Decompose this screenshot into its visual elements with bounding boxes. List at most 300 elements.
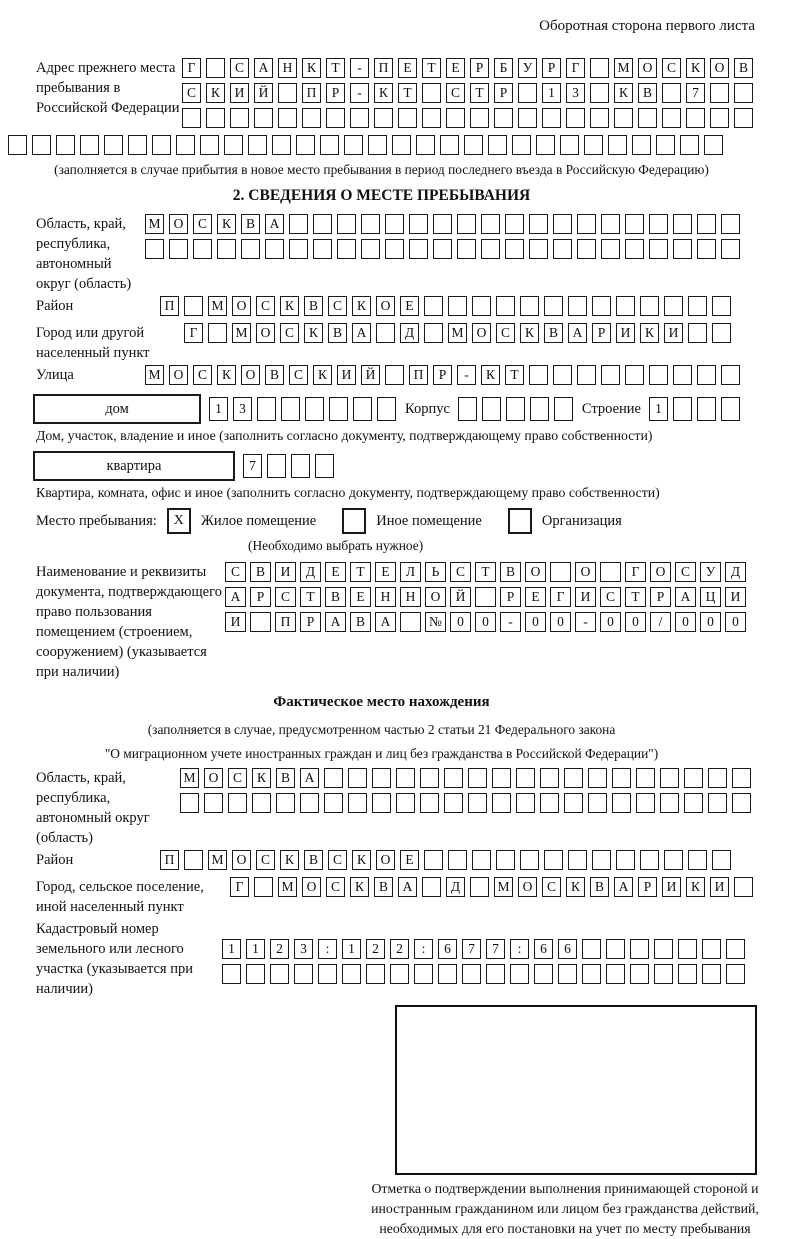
char-cell[interactable]	[313, 239, 332, 259]
char-cell[interactable]	[440, 135, 459, 155]
char-cell[interactable]: В	[590, 877, 609, 897]
char-cell[interactable]: К	[217, 214, 236, 234]
char-cell[interactable]: Т	[470, 83, 489, 103]
char-cell[interactable]	[588, 793, 607, 813]
char-cell[interactable]	[104, 135, 123, 155]
char-cell[interactable]	[636, 768, 655, 788]
char-cell[interactable]	[632, 135, 651, 155]
char-cell[interactable]	[732, 793, 751, 813]
char-cell[interactable]	[588, 768, 607, 788]
char-cell[interactable]: -	[350, 58, 369, 78]
char-cell[interactable]: К	[614, 83, 633, 103]
char-cell[interactable]: 0	[450, 612, 471, 632]
char-cell[interactable]: 1	[342, 939, 361, 959]
char-cell[interactable]	[608, 135, 627, 155]
char-cell[interactable]	[348, 768, 367, 788]
char-cell[interactable]	[649, 365, 668, 385]
char-cell[interactable]: 1	[542, 83, 561, 103]
char-cell[interactable]: О	[710, 58, 729, 78]
char-cell[interactable]: О	[204, 768, 223, 788]
char-cell[interactable]	[217, 239, 236, 259]
char-cell[interactable]	[377, 397, 396, 421]
char-cell[interactable]	[734, 83, 753, 103]
char-cell[interactable]	[564, 793, 583, 813]
char-cell[interactable]	[470, 108, 489, 128]
char-cell[interactable]: Ц	[700, 587, 721, 607]
char-cell[interactable]	[300, 793, 319, 813]
char-cell[interactable]	[448, 296, 467, 316]
char-cell[interactable]: А	[225, 587, 246, 607]
char-cell[interactable]	[424, 323, 443, 343]
char-cell[interactable]	[601, 365, 620, 385]
char-cell[interactable]	[512, 135, 531, 155]
char-cell[interactable]	[246, 964, 265, 984]
char-cell[interactable]	[606, 964, 625, 984]
char-cell[interactable]	[337, 239, 356, 259]
char-cell[interactable]	[590, 83, 609, 103]
char-cell[interactable]: О	[575, 562, 596, 582]
char-cell[interactable]	[577, 214, 596, 234]
char-cell[interactable]: К	[352, 296, 371, 316]
char-cell[interactable]	[712, 850, 731, 870]
char-cell[interactable]	[486, 964, 505, 984]
char-cell[interactable]	[448, 850, 467, 870]
char-cell[interactable]: С	[228, 768, 247, 788]
char-cell[interactable]	[475, 587, 496, 607]
char-cell[interactable]	[584, 135, 603, 155]
char-cell[interactable]: К	[640, 323, 659, 343]
char-cell[interactable]: В	[265, 365, 284, 385]
char-cell[interactable]	[564, 768, 583, 788]
char-cell[interactable]: Е	[325, 562, 346, 582]
char-cell[interactable]	[636, 793, 655, 813]
char-cell[interactable]	[530, 397, 549, 421]
char-cell[interactable]	[200, 135, 219, 155]
char-cell[interactable]: 0	[525, 612, 546, 632]
char-cell[interactable]	[145, 239, 164, 259]
char-cell[interactable]	[710, 83, 729, 103]
char-cell[interactable]	[568, 296, 587, 316]
char-cell[interactable]	[361, 239, 380, 259]
char-cell[interactable]: М	[448, 323, 467, 343]
char-cell[interactable]: В	[638, 83, 657, 103]
char-cell[interactable]	[712, 296, 731, 316]
char-cell[interactable]	[544, 850, 563, 870]
char-cell[interactable]	[396, 793, 415, 813]
char-cell[interactable]	[616, 850, 635, 870]
char-cell[interactable]	[472, 850, 491, 870]
char-cell[interactable]	[529, 365, 548, 385]
char-cell[interactable]: И	[725, 587, 746, 607]
char-cell[interactable]	[721, 239, 740, 259]
char-cell[interactable]	[577, 239, 596, 259]
char-cell[interactable]: С	[193, 214, 212, 234]
char-cell[interactable]: А	[398, 877, 417, 897]
char-cell[interactable]	[344, 135, 363, 155]
char-cell[interactable]	[662, 83, 681, 103]
char-cell[interactable]	[516, 793, 535, 813]
char-cell[interactable]	[697, 239, 716, 259]
char-cell[interactable]: Р	[470, 58, 489, 78]
char-cell[interactable]	[422, 108, 441, 128]
char-cell[interactable]	[734, 108, 753, 128]
char-cell[interactable]: К	[313, 365, 332, 385]
char-cell[interactable]	[540, 793, 559, 813]
char-cell[interactable]	[506, 397, 525, 421]
char-cell[interactable]	[278, 83, 297, 103]
char-cell[interactable]	[254, 108, 273, 128]
char-cell[interactable]	[374, 108, 393, 128]
char-cell[interactable]	[250, 612, 271, 632]
char-cell[interactable]	[606, 939, 625, 959]
char-cell[interactable]	[640, 296, 659, 316]
char-cell[interactable]	[496, 296, 515, 316]
char-cell[interactable]: Т	[422, 58, 441, 78]
char-cell[interactable]: В	[304, 296, 323, 316]
char-cell[interactable]	[638, 108, 657, 128]
char-cell[interactable]: П	[374, 58, 393, 78]
char-cell[interactable]	[193, 239, 212, 259]
char-cell[interactable]	[660, 768, 679, 788]
char-cell[interactable]: А	[265, 214, 284, 234]
char-cell[interactable]	[649, 214, 668, 234]
char-cell[interactable]: :	[510, 939, 529, 959]
char-cell[interactable]: Е	[398, 58, 417, 78]
char-cell[interactable]: С	[275, 587, 296, 607]
char-cell[interactable]	[56, 135, 75, 155]
char-cell[interactable]: К	[302, 58, 321, 78]
char-cell[interactable]: Р	[494, 83, 513, 103]
char-cell[interactable]	[241, 239, 260, 259]
char-cell[interactable]: 7	[486, 939, 505, 959]
char-cell[interactable]	[372, 768, 391, 788]
char-cell[interactable]	[224, 135, 243, 155]
char-cell[interactable]	[433, 239, 452, 259]
char-cell[interactable]	[550, 562, 571, 582]
char-cell[interactable]: О	[472, 323, 491, 343]
char-cell[interactable]: Р	[250, 587, 271, 607]
char-cell[interactable]: 2	[366, 939, 385, 959]
char-cell[interactable]	[630, 939, 649, 959]
char-cell[interactable]: -	[457, 365, 476, 385]
char-cell[interactable]: Н	[400, 587, 421, 607]
char-cell[interactable]: О	[376, 850, 395, 870]
char-cell[interactable]	[353, 397, 372, 421]
char-cell[interactable]	[398, 108, 417, 128]
char-cell[interactable]	[590, 58, 609, 78]
char-cell[interactable]: С	[496, 323, 515, 343]
char-cell[interactable]: С	[600, 587, 621, 607]
char-cell[interactable]	[704, 135, 723, 155]
char-cell[interactable]	[708, 793, 727, 813]
char-cell[interactable]: С	[182, 83, 201, 103]
char-cell[interactable]: 1	[246, 939, 265, 959]
char-cell[interactable]	[409, 214, 428, 234]
char-cell[interactable]	[416, 135, 435, 155]
char-cell[interactable]	[614, 108, 633, 128]
char-cell[interactable]	[272, 135, 291, 155]
char-cell[interactable]: Е	[525, 587, 546, 607]
char-cell[interactable]: О	[169, 214, 188, 234]
char-cell[interactable]: Т	[398, 83, 417, 103]
char-cell[interactable]	[680, 135, 699, 155]
char-cell[interactable]: 7	[462, 939, 481, 959]
char-cell[interactable]	[721, 397, 740, 421]
checkbox-inoe[interactable]	[342, 508, 366, 534]
char-cell[interactable]: -	[500, 612, 521, 632]
char-cell[interactable]	[553, 239, 572, 259]
char-cell[interactable]: В	[544, 323, 563, 343]
char-cell[interactable]	[385, 214, 404, 234]
char-cell[interactable]	[592, 850, 611, 870]
char-cell[interactable]	[368, 135, 387, 155]
char-cell[interactable]: К	[686, 58, 705, 78]
char-cell[interactable]: Д	[725, 562, 746, 582]
char-cell[interactable]: 7	[243, 454, 262, 478]
char-cell[interactable]	[721, 365, 740, 385]
char-cell[interactable]: А	[352, 323, 371, 343]
char-cell[interactable]: И	[225, 612, 246, 632]
char-cell[interactable]: 3	[233, 397, 252, 421]
char-cell[interactable]	[710, 108, 729, 128]
char-cell[interactable]: Р	[433, 365, 452, 385]
char-cell[interactable]: П	[302, 83, 321, 103]
char-cell[interactable]: И	[616, 323, 635, 343]
char-cell[interactable]: М	[208, 296, 227, 316]
char-cell[interactable]	[80, 135, 99, 155]
char-cell[interactable]: У	[700, 562, 721, 582]
char-cell[interactable]	[518, 83, 537, 103]
checkbox-zhiloe[interactable]: X	[167, 508, 191, 534]
char-cell[interactable]: В	[276, 768, 295, 788]
char-cell[interactable]	[518, 108, 537, 128]
char-cell[interactable]: М	[145, 365, 164, 385]
char-cell[interactable]	[305, 397, 324, 421]
char-cell[interactable]	[553, 365, 572, 385]
char-cell[interactable]: Ь	[425, 562, 446, 582]
char-cell[interactable]: /	[650, 612, 671, 632]
char-cell[interactable]	[457, 214, 476, 234]
char-cell[interactable]	[616, 296, 635, 316]
char-cell[interactable]	[673, 397, 692, 421]
char-cell[interactable]	[291, 454, 310, 478]
char-cell[interactable]	[385, 365, 404, 385]
char-cell[interactable]	[230, 108, 249, 128]
char-cell[interactable]	[673, 239, 692, 259]
char-cell[interactable]: В	[241, 214, 260, 234]
char-cell[interactable]	[350, 108, 369, 128]
char-cell[interactable]: С	[256, 296, 275, 316]
char-cell[interactable]: 0	[725, 612, 746, 632]
char-cell[interactable]	[248, 135, 267, 155]
char-cell[interactable]: М	[278, 877, 297, 897]
char-cell[interactable]: Г	[230, 877, 249, 897]
char-cell[interactable]	[492, 768, 511, 788]
char-cell[interactable]	[184, 850, 203, 870]
char-cell[interactable]: 0	[675, 612, 696, 632]
char-cell[interactable]: В	[328, 323, 347, 343]
char-cell[interactable]	[208, 323, 227, 343]
char-cell[interactable]	[640, 850, 659, 870]
char-cell[interactable]	[656, 135, 675, 155]
char-cell[interactable]: К	[374, 83, 393, 103]
char-cell[interactable]: 0	[700, 612, 721, 632]
char-cell[interactable]: К	[686, 877, 705, 897]
char-cell[interactable]: О	[525, 562, 546, 582]
char-cell[interactable]	[697, 397, 716, 421]
char-cell[interactable]	[470, 877, 489, 897]
char-cell[interactable]	[385, 239, 404, 259]
char-cell[interactable]: А	[614, 877, 633, 897]
char-cell[interactable]: К	[352, 850, 371, 870]
char-cell[interactable]: В	[325, 587, 346, 607]
char-cell[interactable]: Д	[400, 323, 419, 343]
char-cell[interactable]	[577, 365, 596, 385]
char-cell[interactable]	[414, 964, 433, 984]
char-cell[interactable]: 3	[294, 939, 313, 959]
char-cell[interactable]: Р	[638, 877, 657, 897]
char-cell[interactable]: И	[230, 83, 249, 103]
char-cell[interactable]: К	[280, 850, 299, 870]
char-cell[interactable]	[468, 768, 487, 788]
char-cell[interactable]	[424, 850, 443, 870]
char-cell[interactable]	[420, 768, 439, 788]
char-cell[interactable]	[540, 768, 559, 788]
char-cell[interactable]	[276, 793, 295, 813]
char-cell[interactable]	[152, 135, 171, 155]
char-cell[interactable]: П	[160, 296, 179, 316]
char-cell[interactable]	[420, 793, 439, 813]
char-cell[interactable]	[457, 239, 476, 259]
char-cell[interactable]: Д	[300, 562, 321, 582]
char-cell[interactable]	[505, 214, 524, 234]
char-cell[interactable]	[176, 135, 195, 155]
char-cell[interactable]	[392, 135, 411, 155]
char-cell[interactable]: М	[232, 323, 251, 343]
char-cell[interactable]: М	[145, 214, 164, 234]
char-cell[interactable]: Р	[650, 587, 671, 607]
char-cell[interactable]: :	[414, 939, 433, 959]
char-cell[interactable]: 0	[600, 612, 621, 632]
char-cell[interactable]	[169, 239, 188, 259]
char-cell[interactable]	[534, 964, 553, 984]
char-cell[interactable]: С	[446, 83, 465, 103]
char-cell[interactable]: Н	[375, 587, 396, 607]
char-cell[interactable]	[510, 964, 529, 984]
char-cell[interactable]: А	[375, 612, 396, 632]
char-cell[interactable]: А	[675, 587, 696, 607]
char-cell[interactable]	[625, 239, 644, 259]
char-cell[interactable]: С	[328, 850, 347, 870]
char-cell[interactable]: Т	[625, 587, 646, 607]
char-cell[interactable]	[464, 135, 483, 155]
char-cell[interactable]	[278, 108, 297, 128]
char-cell[interactable]	[697, 214, 716, 234]
char-cell[interactable]	[326, 108, 345, 128]
char-cell[interactable]: С	[662, 58, 681, 78]
char-cell[interactable]	[372, 793, 391, 813]
char-cell[interactable]: 7	[686, 83, 705, 103]
char-cell[interactable]	[492, 793, 511, 813]
char-cell[interactable]	[481, 239, 500, 259]
char-cell[interactable]: В	[374, 877, 393, 897]
char-cell[interactable]	[654, 939, 673, 959]
char-cell[interactable]: К	[350, 877, 369, 897]
char-cell[interactable]	[302, 108, 321, 128]
char-cell[interactable]: В	[734, 58, 753, 78]
char-cell[interactable]: К	[304, 323, 323, 343]
char-cell[interactable]: В	[304, 850, 323, 870]
char-cell[interactable]	[265, 239, 284, 259]
char-cell[interactable]	[529, 239, 548, 259]
char-cell[interactable]: О	[638, 58, 657, 78]
char-cell[interactable]: П	[275, 612, 296, 632]
char-cell[interactable]	[612, 793, 631, 813]
char-cell[interactable]: Й	[450, 587, 471, 607]
char-cell[interactable]: В	[250, 562, 271, 582]
char-cell[interactable]: Р	[592, 323, 611, 343]
char-cell[interactable]	[294, 964, 313, 984]
char-cell[interactable]	[267, 454, 286, 478]
char-cell[interactable]	[422, 83, 441, 103]
char-cell[interactable]	[684, 768, 703, 788]
char-cell[interactable]: 3	[566, 83, 585, 103]
char-cell[interactable]	[482, 397, 501, 421]
char-cell[interactable]	[496, 850, 515, 870]
char-cell[interactable]: Р	[326, 83, 345, 103]
char-cell[interactable]	[529, 214, 548, 234]
char-cell[interactable]: О	[169, 365, 188, 385]
char-cell[interactable]: 6	[558, 939, 577, 959]
char-cell[interactable]	[505, 239, 524, 259]
char-cell[interactable]	[424, 296, 443, 316]
char-cell[interactable]: И	[710, 877, 729, 897]
char-cell[interactable]: 1	[649, 397, 668, 421]
char-cell[interactable]	[481, 214, 500, 234]
char-cell[interactable]	[289, 214, 308, 234]
char-cell[interactable]	[182, 108, 201, 128]
char-cell[interactable]: Е	[400, 850, 419, 870]
char-cell[interactable]	[702, 939, 721, 959]
char-cell[interactable]	[566, 108, 585, 128]
char-cell[interactable]	[422, 877, 441, 897]
char-cell[interactable]	[468, 793, 487, 813]
char-cell[interactable]: С	[280, 323, 299, 343]
char-cell[interactable]	[558, 964, 577, 984]
char-cell[interactable]	[684, 793, 703, 813]
checkbox-organizatsiya[interactable]	[508, 508, 532, 534]
char-cell[interactable]	[688, 850, 707, 870]
char-cell[interactable]: О	[650, 562, 671, 582]
char-cell[interactable]: С	[256, 850, 275, 870]
char-cell[interactable]	[342, 964, 361, 984]
char-cell[interactable]: С	[230, 58, 249, 78]
char-cell[interactable]: С	[225, 562, 246, 582]
char-cell[interactable]	[542, 108, 561, 128]
char-cell[interactable]: И	[337, 365, 356, 385]
char-cell[interactable]: О	[518, 877, 537, 897]
char-cell[interactable]: Г	[182, 58, 201, 78]
char-cell[interactable]	[376, 323, 395, 343]
char-cell[interactable]	[654, 964, 673, 984]
char-cell[interactable]	[721, 214, 740, 234]
char-cell[interactable]: К	[566, 877, 585, 897]
char-cell[interactable]	[313, 214, 332, 234]
char-cell[interactable]	[206, 58, 225, 78]
char-cell[interactable]: Е	[400, 296, 419, 316]
char-cell[interactable]	[732, 768, 751, 788]
char-cell[interactable]: К	[217, 365, 236, 385]
